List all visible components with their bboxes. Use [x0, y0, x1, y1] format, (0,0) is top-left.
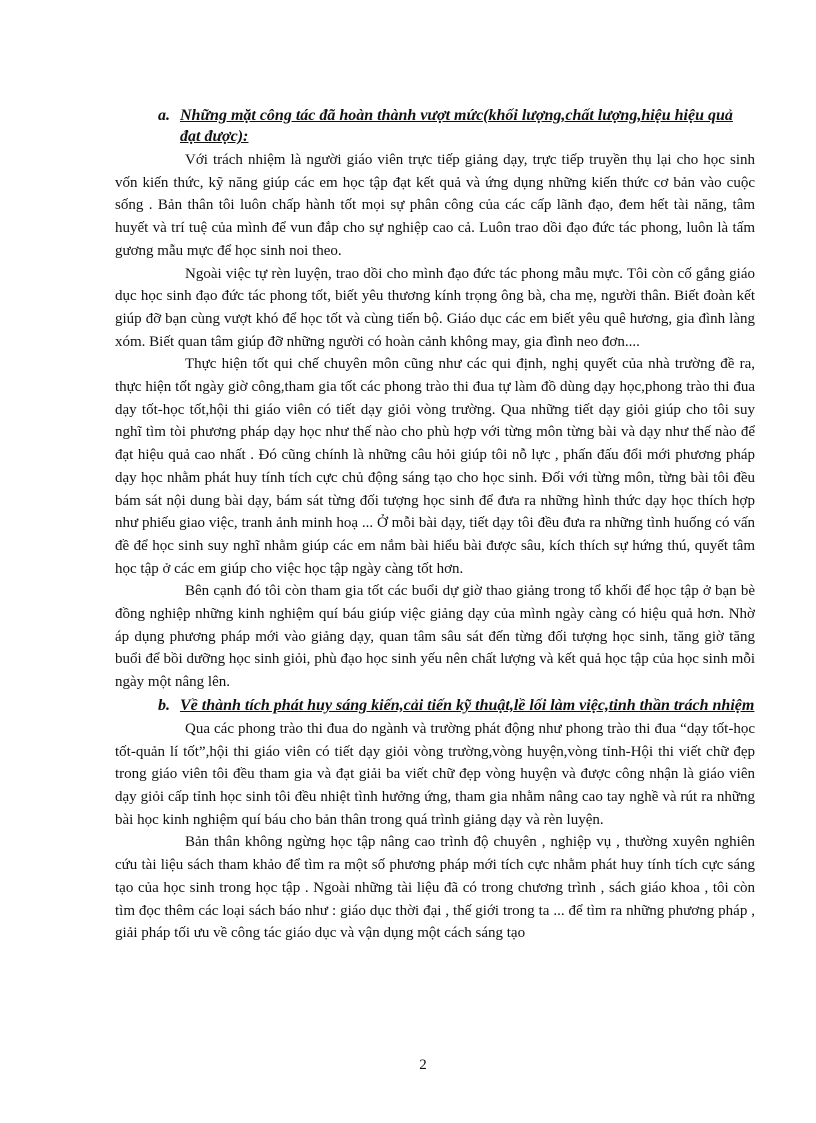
section-a-paragraph-4: Bên cạnh đó tôi còn tham gia tốt các buổi dự giờ thao giảng trong tổ khối để học tập ở bạn bè đồng nghiệp những kinh nghiệm quí báu giúp việc giảng dạy của mình ngày càng có hiệu quả hơn. Nhờ áp dụng phương pháp mới vào giảng dạy, quan tâm sâu sát đến từng đối tượng học sinh, tăng giờ tăng buổi để bồi dưỡng học sinh giỏi, phù đạo học sinh yếu nên chất lượng và kết quả học tập của học sinh mỗi ngày một nâng lên. [115, 583, 755, 691]
section-a-marker: a. [158, 107, 170, 124]
section-a-title: Những mặt công tác đã hoàn thành vượt mức(khối lượng,chất lượng,hiệu hiệu quả đạt được): [180, 107, 733, 145]
section-b-paragraph-1: Qua các phong trào thi đua do ngành và trường phát động như phong trào thi đua “dạy tốt-học tốt-quản lí tốt”,hội thi giáo viên có tiết dạy giỏi vòng trường,vòng huyện,vòng tỉnh-Hội thi viết chữ đẹp trong giáo viên tôi đều tham gia và đạt giải ba viết chữ đẹp vòng huyện và được công nhận là giáo viên dạy giỏi cấp tỉnh học sinh tôi đều nhiệt tình hưởng ứng, tham gia nhằm nâng cao tay nghề và rút ra những bài học kinh nghiệm quí báu cho bản thân trong quá trình giảng dạy và rèn luyện. [115, 720, 755, 828]
section-a-paragraph-2: Ngoài việc tự rèn luyện, trao dồi cho mình đạo đức tác phong mẫu mực. Tôi còn cố gắng giáo dục học sinh đạo đức tác phong tốt, biết yêu thương kính trọng ông bà, cha mẹ, người thân. Biết đoàn kết giúp đỡ bạn cùng vượt khó để học tốt và cùng tiến bộ. Giáo dục các em biết yêu quê hương, gia đình làng xóm. Biết quan tâm giúp đỡ những người có hoàn cảnh không may, gia đình neo đơn.... [115, 265, 755, 350]
section-a-heading [115, 105, 755, 147]
section-b-heading [115, 695, 755, 716]
section-b-title: Về thành tích phát huy sáng kiến,cải tiến kỹ thuật,lề lối làm việc,tinh thần trách nhiệm [180, 696, 755, 714]
section-b-marker: b. [158, 696, 170, 714]
section-a-paragraph-1: Với trách nhiệm là người giáo viên trực tiếp giảng dạy, trực tiếp truyền thụ lại cho học sinh vốn kiến thức, kỹ năng giúp các em học tập đạt kết quả và ứng dụng những kiến thức cơ bản vào cuộc sống . Bản thân tôi luôn chấp hành tốt mọi sự phân công của các cấp lãnh đạo, đem hết tài năng, tâm huyết và trí tuệ của mình để vun đắp cho sự nghiệp cao cả. Luôn trao dồi đạo đức tác phong, luôn là tấm gương mẫu mực để học sinh noi theo. [115, 152, 755, 259]
section-b-paragraph-2: Bản thân không ngừng học tập nâng cao trình độ chuyên , nghiệp vụ , thường xuyên nghiên cứu tài liệu sách tham khảo để tìm ra một số phương pháp mới tích cực nhằm phát huy tính tích cực sáng tạo của học sinh trong học tập . Ngoài những tài liệu đã có trong chương trình , sách giáo khoa , tôi còn tìm đọc thêm các loại sách báo như : giáo dục thời đại , thế giới trong ta ... để tìm ra những phương pháp , giải pháp tối ưu về công tác giáo dục và vận dụng một cách sáng tạo [115, 834, 755, 942]
document-body [115, 105, 755, 945]
page-number: 2 [419, 1057, 427, 1073]
section-a-paragraph-3: Thực hiện tốt qui chế chuyên môn cũng như các qui định, nghị quyết của nhà trường đề ra, thực hiện tốt ngày giờ công,tham gia tốt các phong trào thi đua tự làm đồ dùng dạy học,phong trào thi đua dạy tốt-học tốt,hội thi giáo viên có tiết dạy giỏi vòng trường. Qua những tiết dạy giỏi giúp cho tôi suy nghĩ tìm tòi phương pháp dạy học như thế nào cho phù hợp với từng môn từng bài và dạy như thế nào để đạt hiệu quả cao nhất . Đó cũng chính là những câu hỏi giúp tôi nỗ lực , phấn đấu đổi mới phương pháp dạy học nhằm phát huy tính tích cực chủ động sáng tạo cho học sinh. Đối với từng môn, từng bài tôi đều bám sát nội dung bài dạy, bám sát từng đối tượng học sinh để đưa ra những hình thức dạy học thích hợp như phiếu giao việc, tranh ảnh minh hoạ ... Ở mỗi bài dạy, tiết dạy tôi đều đưa ra những tình huống có vấn đề để học sinh suy nghĩ nhằm giúp các em nắm bài hiểu bài được sâu, kích thích sự hứng thú, quyết tâm học tập ở các em giúp cho việc học tập ngày càng tốt hơn. [115, 356, 755, 577]
